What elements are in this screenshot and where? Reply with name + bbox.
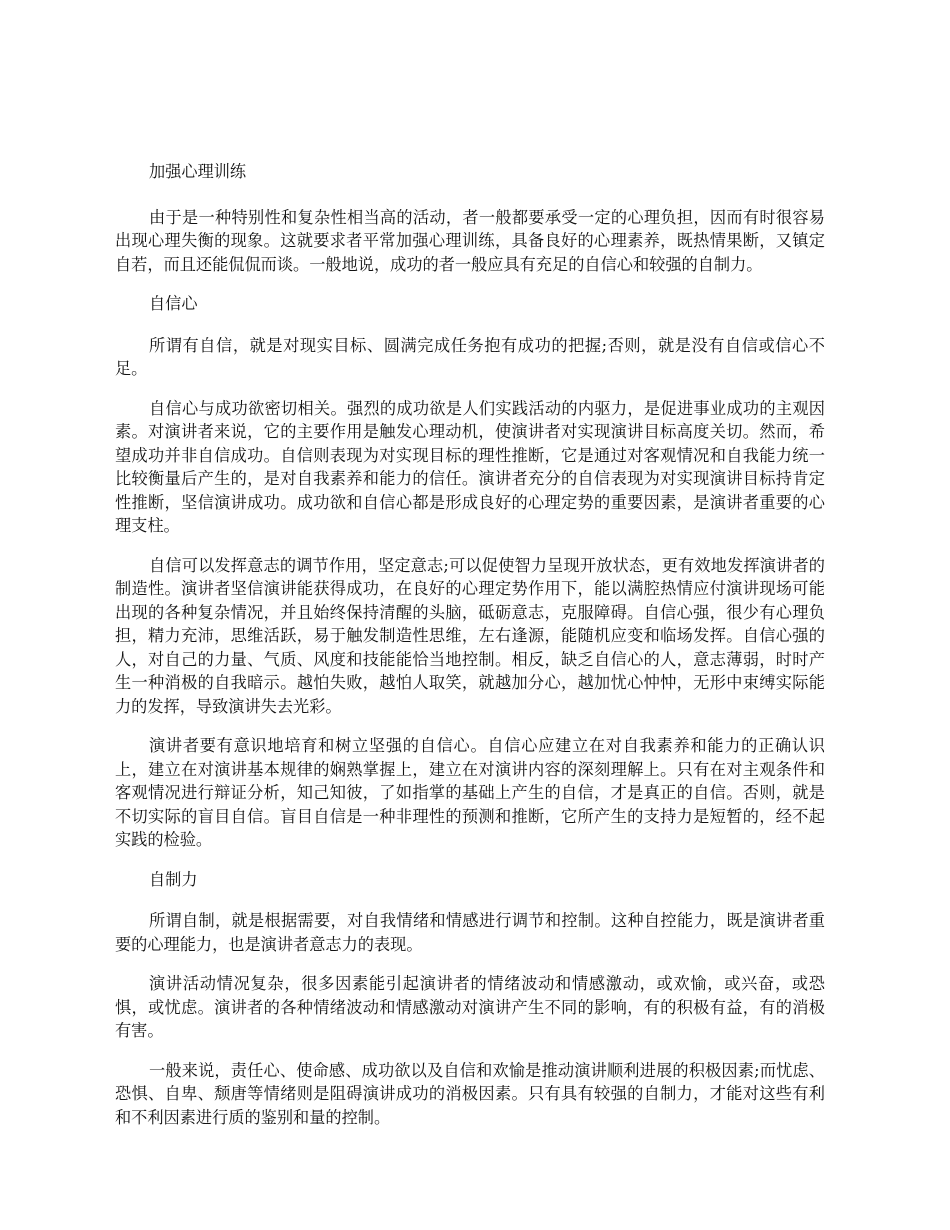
section-heading-confidence: 自信心	[149, 294, 198, 313]
paragraph: 一般来说，责任心、使命感、成功欲以及自信和欢愉是推动演讲顺利进展的积极因素;而忧虑、恐惧、自卑、颓唐等情绪则是阻碍演讲成功的消极因素。只有具有较强的自制力，才能对这些有利和不利因素进行质的鉴别和量的控制。	[115, 1060, 825, 1127]
paragraph: 所谓自制，就是根据需要，对自我情绪和情感进行调节和控制。这种自控能力，既是演讲者重要的心理能力，也是演讲者意志力的表现。	[115, 911, 825, 954]
paragraph: 由于是一种特别性和复杂性相当高的活动，者一般都要承受一定的心理负担，因而有时很容易出现心理失衡的现象。这就要求者平常加强心理训练，具备良好的心理素养，既热情果断，又镇定自若，而且还能侃侃而谈。一般地说，成功的者一般应具有充足的自信心和较强的自制力。	[115, 207, 825, 274]
paragraph: 所谓有自信，就是对现实目标、圆满完成任务抱有成功的把握;否则，就是没有自信或信心不足。	[115, 335, 825, 378]
document-body	[115, 160, 825, 1145]
paragraph: 自信心与成功欲密切相关。强烈的成功欲是人们实践活动的内驱力，是促进事业成功的主观因素。对演讲者来说，它的主要作用是触发心理动机，使演讲者对实现演讲目标高度关切。然而，希望成功并非自信成功。自信则表现为对实现目标的理性推断，它是通过对客观情况和自我能力统一比较衡量后产生的，是对自我素养和能力的信任。演讲者充分的自信表现为对实现演讲目标持肯定性推断，坚信演讲成功。成功欲和自信心都是形成良好的心理定势的重要因素，是演讲者重要的心理支柱。	[115, 398, 825, 535]
paragraph: 演讲者要有意识地培育和树立坚强的自信心。自信心应建立在对自我素养和能力的正确认识上，建立在对演讲基本规律的娴熟掌握上，建立在对演讲内容的深刻理解上。只有在对主观条件和客观情况进行辩证分析，知己知彼，了如指掌的基础上产生的自信，才是真正的自信。否则，就是不切实际的盲目自信。盲目自信是一种非理性的预测和推断，它所产生的支持力是短暂的，经不起实践的检验。	[115, 736, 825, 849]
document-title: 加强心理训练	[149, 162, 247, 181]
section-heading-self-control: 自制力	[149, 869, 198, 889]
paragraph: 演讲活动情况复杂，很多因素能引起演讲者的情绪波动和情感激动，或欢愉，或兴奋，或恐惧，或忧虑。演讲者的各种情绪波动和情感激动对演讲产生不同的影响，有的积极有益，有的消极有害。	[115, 974, 825, 1040]
paragraph: 自信可以发挥意志的调节作用，坚定意志;可以促使智力呈现开放状态，更有效地发挥演讲者的制造性。演讲者坚信演讲能获得成功，在良好的心理定势作用下，能以满腔热情应付演讲现场可能出现的各种复杂情况，并且始终保持清醒的头脑，砥砺意志，克服障碍。自信心强，很少有心理负担，精力充沛，思维活跃，易于触发制造性思维，左右逢源，能随机应变和临场发挥。自信心强的人，对自己的力量、气质、风度和技能能恰当地控制。相反，缺乏自信心的人，意志薄弱，时时产生一种消极的自我暗示。越怕失败，越怕人取笑，就越加分心，越加忧心忡忡，无形中束缚实际能力的发挥，导致演讲失去光彩。	[115, 555, 825, 716]
